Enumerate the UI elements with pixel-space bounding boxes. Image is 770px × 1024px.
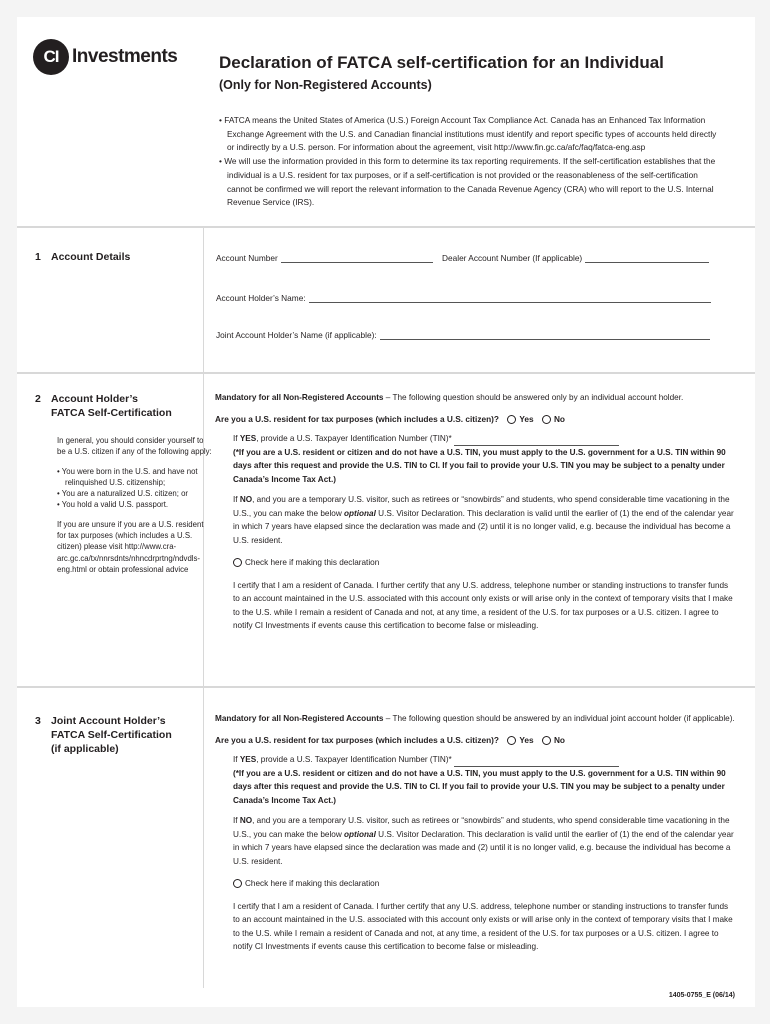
tin-note: (*If you are a U.S. resident or citizen and do not have a U.S. TIN, you must apply to the U.S. government for a U.S. TIN within 90 days after this request and provide the U.S. TIN to CI. If you fail to provide your U.S. TIN you may be subject to a penalty under Canada’s Income Tax Act.)	[233, 768, 726, 805]
unsure-note: If you are unsure if you are a U.S. resident for tax purposes (which includes a U.S. citizen) please visit http://www.cra-arc.gc.ca/tx/nnrsdnts/nhncdrprtng/ndvdls-eng.html or obtain professional advice	[57, 519, 204, 574]
tin-input[interactable]	[454, 757, 619, 767]
no-radio[interactable]	[542, 415, 551, 424]
declaration-checkbox[interactable]	[233, 879, 242, 888]
intro-text	[219, 114, 719, 210]
if-no-block: If NO, and you are a temporary U.S. visitor, such as retirees or “snowbirds” and students, who spend considerable time vacationing in the U.S., you can make the below optional U.S. Visitor Declaration. This declaration is valid until the earlier of (1) the end of the calendar year in which 7 years have elapsed since the declaration was made and (2) until it is no longer valid, e.g. because the individual has become a U.S. resident.	[233, 495, 734, 545]
dealer-account-number-field[interactable]	[442, 253, 709, 263]
joint-holder-name-label: Joint Account Holder’s Name (if applicable):	[216, 330, 377, 340]
yes-label: Yes	[519, 413, 534, 424]
section-3-body	[215, 712, 735, 954]
tin-note: (*If you are a U.S. resident or citizen and do not have a U.S. TIN, you must apply to the U.S. government for a U.S. TIN within 90 days after this request and provide the U.S. TIN to CI. If you fail to provide your U.S. TIN you may be subject to a penalty under Canada’s Income Tax Act.)	[233, 447, 726, 484]
declaration-checkbox-row[interactable]: Check here if making this declaration	[215, 556, 735, 570]
form-subtitle: (Only for Non-Registered Accounts)	[219, 78, 432, 92]
logo-mark: CI	[33, 39, 69, 75]
tin-input[interactable]	[454, 436, 619, 446]
list-item: • You are a naturalized U.S. citizen; or	[57, 489, 189, 499]
declaration-checkbox-row[interactable]: Check here if making this declaration	[215, 877, 735, 891]
section-2-body	[215, 391, 735, 633]
account-number-input[interactable]	[281, 253, 433, 263]
yes-radio[interactable]	[507, 415, 516, 424]
intro-bullet: • FATCA means the United States of America (U.S.) Foreign Account Tax Compliance Act. Canada has an Enhanced Tax Information Exchange Agreement with the U.S. and Canadian financial institutions must identify and report specific types of accounts held directly or indirectly by a U.S. person. For information about the agreement, visit http://www.fin.gc.ca/afc/faq/fatca-eng.asp	[219, 115, 717, 153]
intro-bullet: • We will use the information provided in this form to determine its tax reporting requirements. If the self-certification establishes that the individual is a U.S. resident for tax purposes, or if a self-certification is not provided or the reasonableness of the self-certification cannot be confirmed we will report the relevant information to the Canada Revenue Agency (CRA) who will report to the U.S. Internal Revenue Service (IRS).	[219, 156, 716, 208]
section-1-label: 1 Account Details	[35, 251, 131, 263]
account-number-field[interactable]	[216, 253, 433, 263]
joint-holder-name-input[interactable]	[380, 330, 710, 340]
account-number-label: Account Number	[216, 253, 278, 263]
dealer-account-number-input[interactable]	[585, 253, 709, 263]
holder-name-field[interactable]	[216, 293, 711, 303]
list-item: • You were born in the U.S. and have not relinquished U.S. citizenship;	[57, 466, 198, 487]
holder-name-label: Account Holder’s Name:	[216, 293, 306, 303]
form-code: 1405-0755_E (06/14)	[668, 992, 735, 999]
if-no-block: If NO, and you are a temporary U.S. visitor, such as retirees or “snowbirds” and students, who spend considerable time vacationing in the U.S., you can make the below optional U.S. Visitor Declaration. This declaration is valid until the earlier of (1) the end of the calendar year in which 7 years have elapsed since the declaration was made and (2) until it is no longer valid, e.g. because the individual has become a U.S. resident.	[233, 816, 734, 866]
us-resident-question: Are you a U.S. resident for tax purposes (which includes a U.S. citizen)? Yes No	[215, 413, 565, 424]
no-radio[interactable]	[542, 736, 551, 745]
if-yes-block: If YES, provide a U.S. Taxpayer Identification Number (TIN)* (*If you are a U.S. resident or citizen and do not have a U.S. TIN, you must apply to the U.S. government for a U.S. TIN within 90 days after this request and provide the U.S. TIN to CI. If you fail to provide your U.S. TIN you may be subject to a penalty under Canada’s Income Tax Act.)	[215, 432, 735, 486]
us-resident-question: Are you a U.S. resident for tax purposes (which includes a U.S. citizen)? Yes No	[215, 734, 565, 745]
no-label: No	[553, 413, 565, 424]
yes-label: Yes	[519, 734, 534, 745]
if-yes-block: If YES, provide a U.S. Taxpayer Identification Number (TIN)* (*If you are a U.S. resident or citizen and do not have a U.S. TIN, you must apply to the U.S. government for a U.S. TIN within 90 days after this request and provide the U.S. TIN to CI. If you fail to provide your U.S. TIN you may be subject to a penalty under Canada’s Income Tax Act.)	[215, 753, 735, 807]
certification-text: I certify that I am a resident of Canada. I further certify that any U.S. address, telephone number or standing instructions to transfer funds to an account maintained in the U.S. associated with this account only exists or will arise only in the context of temporary visits that I make to the U.S. while I remain a resident of Canada and not, at any time, a resident of the U.S. for tax purposes or a U.S. citizen. I agree to notify CI Investments if events cause this certification to become false or misleading.	[233, 580, 733, 630]
mandatory-note: Mandatory for all Non-Registered Accounts – The following question should be answered only by an individual account holder.	[215, 393, 684, 402]
no-label: No	[553, 734, 565, 745]
certification-text: I certify that I am a resident of Canada. I further certify that any U.S. address, telephone number or standing instructions to transfer funds to an account maintained in the U.S. associated with this account only exists or will arise only in the context of temporary visits that I make to the U.S. while I remain a resident of Canada and not, at any time, a resident of the U.S. for tax purposes or a U.S. citizen. I agree to notify CI Investments if events cause this certification to become false or misleading.	[233, 901, 733, 951]
citizenship-criteria-list	[57, 466, 212, 511]
logo-text: Investments	[72, 46, 178, 67]
ci-investments-logo	[33, 39, 177, 75]
citizenship-note: In general, you should consider yourself to be a U.S. citizen if any of the following apply: • You were born in the U.S. and have not relinquished U.S. citizenship; • You are a naturalized U.S. citizen; or • You hold a valid U.S. passport. If you are unsure if you are a U.S. resident for tax purposes (which includes a U.S. citizen) please visit http://www.cra-arc.gc.ca/tx/nnrsdnts/nhncdrprtng/ndvdls-eng.html or obtain professional advice	[57, 436, 212, 574]
yes-radio[interactable]	[507, 736, 516, 745]
declaration-checkbox[interactable]	[233, 558, 242, 567]
form-title: Declaration of FATCA self-certification for an Individual	[219, 53, 664, 72]
list-item: • You hold a valid U.S. passport.	[57, 500, 169, 510]
dealer-account-number-label: Dealer Account Number (If applicable)	[442, 253, 583, 263]
section-2-label: 2 Account Holder’s FATCA Self-Certification	[35, 393, 172, 419]
form-page	[17, 17, 755, 1007]
holder-name-input[interactable]	[309, 293, 711, 303]
joint-holder-name-field[interactable]	[216, 330, 710, 340]
mandatory-note: Mandatory for all Non-Registered Accounts – The following question should be answered by an individual joint account holder (if applicable).	[215, 714, 735, 723]
section-3-label: 3 Joint Account Holder’s FATCA Self-Certification (if applicable)	[35, 715, 172, 755]
